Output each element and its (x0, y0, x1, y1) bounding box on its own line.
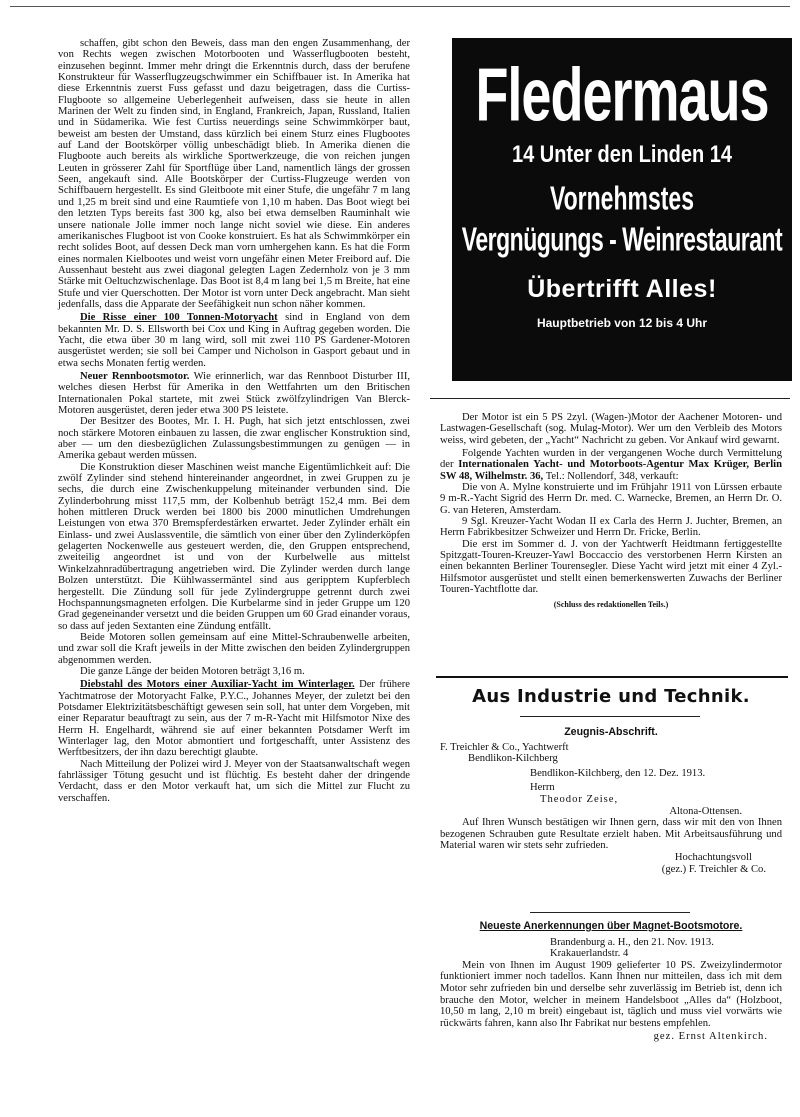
anerkennung-block (440, 918, 782, 1043)
paragraph: Nach Mitteilung der Polizei wird J. Meyer von der Staatsanwaltschaft wegen fahrlässiger Tötung gesucht und ist flüchtig. Es besteht daher der dringende Verdacht, dass er den Motor verkauft hat, um sich die Mittel zur Flucht zu verschaffen. (58, 758, 410, 804)
paragraph (58, 371, 410, 416)
zeugnis-recipient: Theodor Zeise, (540, 793, 619, 805)
paragraph-text: Wie erinnerlich, war das Rennboot Disturber III, welches diesen Herbst für Amerika in den Wettfahrten um den Britischen Internationalen Pokal startete, mit zwei Stück zwölfzylindrigen Van Blerck-Motoren ausgerüstet, deren jeder etwa 300 PS leistete. (58, 370, 410, 416)
heading-rennbootsmotor: Neuer Rennbootsmotor. (80, 370, 190, 382)
heading-diebstahl: Diebstahl des Motors einer Auxiliar-Yacht im Winterlager. (80, 679, 355, 691)
divider (520, 716, 700, 717)
paragraph: Der Besitzer des Bootes, Mr. I. H. Pugh, hat sich jetzt entschlossen, zwei noch stärkere Motoren einbauen zu lassen, die zwar englischer Konstruktion sind, aber — um den diesbezüglichen Zulassungsbestimmungen zu genügen — in Amerika gebaut werden müssen. (58, 416, 410, 462)
ad-name: Fledermaus (475, 53, 769, 138)
zeugnis-sender: F. Treichler & Co., Yachtwerft (440, 741, 569, 753)
paragraph: schaffen, gibt schon den Beweis, dass man den engen Zusammenhang, der von Rechts wegen zwischen Motorbooten und Wasserflugbooten besteht, einzusehen beginnt. Immer mehr dringt die Erkenntnis durch, dass der berufene Konstrukteur für Wasserflugzeugschwimmer ein Schiffbauer ist. In Amerika hat diese Erkenntnis zuerst Fuss gefasst und dazu beigetragen, dass die Curtiss-Flugboote so allgemeine Ueberlegenheit aufweisen, dass sie heute in allen Marinen der Welt zu finden sind, in England, Frankreich, Japan, Russland, Italien und in Südamerika. Wie fest Curtiss neuerdings seine Schwimmkörper baut, beweist am besten der Umstand, dass kürzlich bei einem Sturz eines Flugbootes auf Land der Bootskörper völlig unbeschädigt blieb. In Amerika dienen die Flugboote auch bereits als wirkliche Sportwerkzeuge, die von reichen jungen Leuten in grösserer Zahl für Sportflüge über Land, namentlich längs der grossen Seen, angekauft sind. Alle Bootskörper der Curtiss-Flugzeuge werden von Schiffbauern hergestellt. Es sind Gleitboote mit einer Stufe, die ungefähr 7 m lang und 1,25 m breit sind und eine Raumtiefe von 1,10 m haben. Das Boot wiegt bei den letzten Typs bereits fast 300 kg, also bei etwa demselben Rauminhalt wie unsere nationale Jolle immer noch lange nicht soviel wie diese. Ein anderes amerikanisches Flugboot ist von Cooke konstruiert. Es hat als Schwimmkörper ein recht solides Boot, auf dessen Deck man vorn umhergehen kann. Es hat die Form eines normalen Kielbootes und weist vorn ungefähr einen Meter Freibord auf. Die Aussenhaut besteht aus zwei diagonal gelegten Lagen Zedernholz von je 3 mm Stärke mit Oeltuchzwischenlage. Das Boot ist 8,4 m lang bei 1,5 m Breite, hat eine Stufe und vier Querschotten. Der Motor ist vorn unter Deck angebracht. Man sieht jedenfalls, dass die Apparate der Seefähigkeit nun schon näher kommen. (58, 38, 410, 310)
paragraph-text: Tel.: Nollendorf, 348, verkauft: (545, 470, 679, 482)
ad-line1: Vornehmstes (549, 178, 694, 217)
ad-slogan: Übertrifft Alles! (527, 275, 717, 303)
agency-name: Internationalen Yacht- und Motorboots-Agentur Max Krüger, Berlin SW 48, Wilhelmstr. 36, (440, 459, 782, 482)
section-title: Aus Industrie und Technik. (472, 686, 750, 707)
divider (530, 912, 690, 913)
paragraph-text: sind in England von dem bekannten Mr. D. S. Ellsworth bei Cox und King in Auftrag gegeben worden. Die Yacht, die etwa über 30 m lang wird, soll mit zwei 110 PS Gardener-Motoren ausgerüstet werden; sie soll bei Camper und Nicholson in Gasport gebaut und in etwa sechs Monaten fertig werden. (58, 312, 410, 369)
paragraph (58, 679, 410, 758)
paragraph (440, 448, 782, 482)
paragraph: Die erst im Sommer d. J. von der Yachtwerft Heidtmann fertiggestellte Spitzgatt-Touren-Kreuzer-Yawl Boccaccio des verstorbenen Herrn Kirsten an einen bekannten Berliner Tourensegler. Diese Yacht wird jetzt mit einer 4 Zyl.-Hilfsmotor ausgerüstet und stellt einen bemerkenswerten Zuwachs der Berliner Touren-Yachtflotte dar. (440, 538, 782, 596)
paragraph: Beide Motoren sollen gemeinsam auf eine Mittel-Schraubenwelle arbeiten, und zwar soll die Kraft jeweils in der Mitte zwischen den beiden Zylindergruppen abgenommen werden. (58, 631, 410, 666)
zeugnis-recipient-city: Altona-Ottensen. (669, 805, 742, 817)
zeugnis-body: Auf Ihren Wunsch bestätigen wir Ihnen gern, dass wir mit den von Ihnen bezogenen Schrauben gute Resultate erzielt haben. Mit Arbeitsausführung und Material waren wir stets sehr zufrieden. (440, 817, 782, 852)
paragraph: Die ganze Länge der beiden Motoren beträgt 3,16 m. (80, 665, 305, 677)
paragraph: Die Konstruktion dieser Maschinen weist manche Eigentümlichkeit auf: Die zwölf Zylinder sind stehend hintereinander angeordnet, in zwei Gruppen zu je sechs, die durch eine Zwischenkuppelung miteinander verbunden sind. Die Zylinderbohrung misst 117,5 mm, der Kolbenhub beträgt 152,4 mm. Bei dem hohen mittleren Druck werden bei 1800 bis 2000 minutlichen Umdrehungen Leistungen von etwa 370 Bremspferdestärken erwartet. Jeder Zylinder erhält ein Einlass- und zwei Auslassventile, die sämtlich von einer über den Zylinderköpfen gelagerten Nockenwelle aus gesteuert werden, die, den Gruppen entsprechend, zweiteilig angeordnet ist und von der Kurbelwelle aus mittelst Winkelzahnradübertragung angetrieben wird. Die Zylinder werden durch lange Bolzen unterstützt. Die Kühlwassermäntel sind aus geripptem Kupferblech hergestellt. Die Zündung soll für jede Zylindergruppe getrennt durch zwei Hochspannungsmagneten erfolgen. Die Kurbelarme sind in jeder Gruppe um 120 Grad gegeneinander versetzt und die beiden Gruppen um 60 Grad einander voraus, so dass auf jeden Sextanten eine Zündung entfällt. (58, 461, 410, 632)
divider (436, 676, 788, 678)
closing-note: (Schluss des redaktionellen Teils.) (553, 599, 669, 609)
heading-risse: Die Risse einer 100 Tonnen-Motoryacht (80, 312, 278, 324)
ad-line2: Vergnügungs - Weinrestaurant (461, 219, 783, 258)
paragraph-text: Der frühere Yachtmatrose der Motoryacht Falke, P.Y.C., Johannes Meyer, der zuletzt bei den Potsdamer Elektrizitätsbeschäftigt gewesen sein soll, hat unter dem Vorgeben, mit einer Reparatur beauftragt zu sein, aus der 7 m-R-Yacht mit Hilfsmotor Nixe des Herrn H. Engelhardt, während sie auf einer bekannten Potsdamer Werft im Winterlager lag, den Motor abmontiert und fortgeschafft, unter Assistenz des Werftbesitzers, der ihn dazu berechtigt glaubte. (58, 679, 410, 759)
zeugnis-greeting: Hochachtungsvoll (674, 851, 752, 863)
divider (430, 398, 790, 399)
page-top-border (10, 6, 790, 7)
paragraph-text: Folgende Yachten wurden in der vergangenen Woche durch Vermittelung der (440, 448, 782, 471)
anerkennung-title: Neueste Anerkennungen über Magnet-Bootsmotore. (479, 920, 743, 932)
right-column (440, 412, 782, 613)
zeugnis-title: Zeugnis-Abschrift. (564, 726, 658, 738)
fledermaus-advertisement (452, 38, 792, 381)
paragraph: Die von A. Mylne konstruierte und im Frühjahr 1911 von Lürssen erbaute 9 m-R.-Yacht Sigrid des Herrn Dr. med. C. Warnecke, Bremen, an Herrn Dr. O. G. van Heteren, Amsterdam. (440, 482, 782, 516)
paragraph (58, 312, 410, 369)
anerkennung-signature: gez. Ernst Altenkirch. (653, 1031, 768, 1043)
zeugnis-sender-city: Bendlikon-Kilchberg (468, 753, 558, 765)
left-column (58, 38, 410, 804)
anerkennung-address: Krakauerlandstr. 4 (550, 948, 629, 960)
anerkennung-body: Mein von Ihnen im August 1909 gelieferter 10 PS. Zweizylindermotor funktioniert immer noch tadellos. Kann Ihnen nur mitteilen, dass ich mit dem Motor sehr zufrieden bin und derselbe sehr zuverlässig im Betrieb ist, denn ich brauche den Motor, welcher in meinem Handelsboot „Alles da“ (Holzboot, 10,50 m lang, 2,10 m breit) eingebaut ist, täglich und muss viel vorwärts wie rückwärts fahren, kann also Ihr Fabrikat nur bestens empfehlen. (440, 959, 782, 1029)
ad-hours: Hauptbetrieb von 12 bis 4 Uhr (536, 316, 708, 330)
zeugnis-block (440, 724, 782, 875)
anerkennung-place-date: Brandenburg a. H., den 21. Nov. 1913. (550, 936, 714, 948)
ad-address: 14 Unter den Linden 14 (511, 141, 733, 169)
zeugnis-place-date: Bendlikon-Kilchberg, den 12. Dez. 1913. (530, 767, 706, 779)
paragraph: 9 Sgl. Kreuzer-Yacht Wodan II ex Carla des Herrn J. Juchter, Bremen, an Herrn Fabrikbesitzer Schweizer und Herrn Dr. Fricke, Berlin. (440, 516, 782, 539)
paragraph: Der Motor ist ein 5 PS 2zyl. (Wagen-)Motor der Aachener Motoren- und Lastwagen-Gesellschaft (sog. Mulag-Motor). Wer um den Verbleib des Motors weiss, wird gebeten, der „Yacht“ Nachricht zu geben. Vor Ankauf wird gewarnt. (440, 412, 782, 446)
zeugnis-herr: Herrn (530, 782, 555, 794)
zeugnis-signature: (gez.) F. Treichler & Co. (661, 863, 766, 875)
